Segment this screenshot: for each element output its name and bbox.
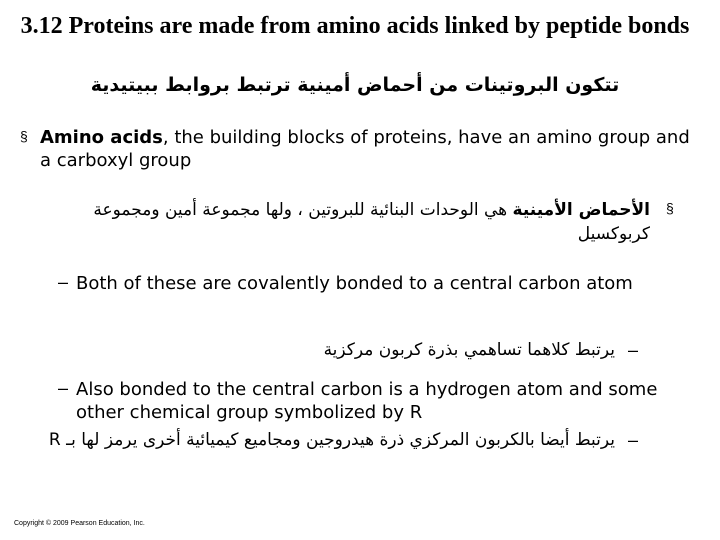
sub-bullet-central-carbon-arabic: يرتبط كلاهما تساهمي بذرة كربون مركزية <box>323 340 615 360</box>
bullet-amino-acids <box>40 126 690 172</box>
copyright-footer: Copyright © 2009 Pearson Education, Inc. <box>14 520 145 527</box>
slide-title: 3.12 Proteins are made from amino acids linked by peptide bonds <box>20 13 690 39</box>
slide-title-arabic: تتكون البروتينات من أحماض أمينية ترتبط بروابط ببيتيدية <box>90 74 620 96</box>
term-amino-acids-arabic: الأحماض الأمينية <box>512 200 650 220</box>
dash-icon-arabic-2: – <box>628 430 639 450</box>
sub-bullet-hydrogen-r-group: Also bonded to the central carbon is a hydrogen atom and some other chemical group symbolized by R <box>76 379 658 423</box>
bullet-square-icon: § <box>20 128 28 144</box>
bullet-square-icon-arabic: § <box>666 200 674 216</box>
dash-icon-2: – <box>58 378 69 398</box>
term-amino-acids: Amino acids <box>40 127 163 148</box>
sub-bullet-hydrogen-r-group-arabic: يرتبط أيضا بالكربون المركزي ذرة هيدروجين ومجاميع كيميائية أخرى يرمز لها بـ R <box>48 430 615 450</box>
sub-bullet-central-carbon: Both of these are covalently bonded to a central carbon atom <box>76 273 633 294</box>
bullet-amino-acids-arabic-text: هي الوحدات البنائية للبروتين ، ولها مجموعة أمين ومجموعة كربوكسيل <box>93 200 650 244</box>
dash-icon-arabic: – <box>628 340 639 360</box>
bullet-amino-acids-arabic <box>30 198 650 246</box>
dash-icon: – <box>58 272 69 292</box>
bullet-amino-acids-text: , the building blocks of proteins, have an amino group and a carboxyl group <box>40 127 690 171</box>
